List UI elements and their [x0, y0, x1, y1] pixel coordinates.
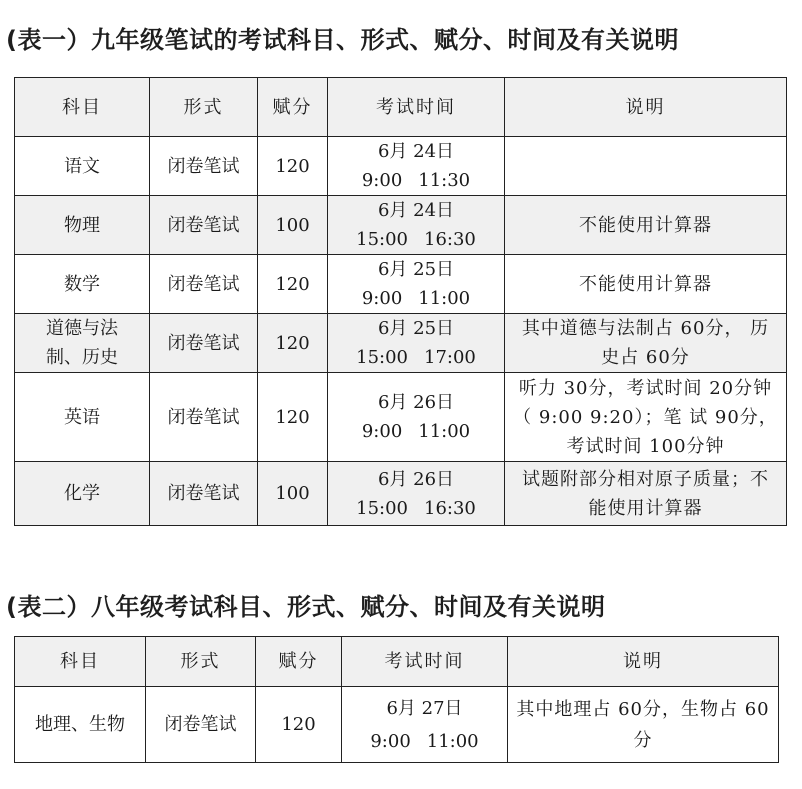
time-cell: 6月 25日 9:00 11:00 [328, 255, 505, 314]
score-cell: 120 [258, 314, 328, 373]
note-cell: 其中道德与法制占 60分， 历 史占 60分 [505, 314, 787, 373]
table2-title: (表二）八年级考试科目、形式、赋分、时间及有关说明 [6, 593, 606, 621]
table-row [15, 462, 787, 526]
form-cell: 闭卷笔试 [150, 196, 258, 255]
score-cell: 120 [258, 255, 328, 314]
subject-cell: 数学 [15, 255, 150, 314]
header-score: 赋分 [258, 78, 328, 137]
header-time: 考试时间 [342, 637, 508, 687]
table1-title: (表一）九年级笔试的考试科目、形式、赋分、时间及有关说明 [6, 26, 679, 54]
note-cell: 不能使用计算器 [505, 255, 787, 314]
table1-header-row [15, 78, 787, 137]
header-form: 形式 [150, 78, 258, 137]
form-cell: 闭卷笔试 [150, 314, 258, 373]
time-cell: 6月 25日 15:00 17:00 [328, 314, 505, 373]
header-note: 说明 [505, 78, 787, 137]
table1 [14, 77, 787, 526]
note-cell [505, 137, 787, 196]
score-cell: 100 [258, 462, 328, 526]
table-row [15, 373, 787, 462]
table-row [15, 196, 787, 255]
form-cell: 闭卷笔试 [150, 255, 258, 314]
score-cell: 100 [258, 196, 328, 255]
table-row [15, 255, 787, 314]
table-row [15, 687, 779, 763]
form-cell: 闭卷笔试 [150, 373, 258, 462]
table-row [15, 314, 787, 373]
note-cell: 不能使用计算器 [505, 196, 787, 255]
subject-cell: 物理 [15, 196, 150, 255]
header-time: 考试时间 [328, 78, 505, 137]
header-subject: 科目 [15, 637, 146, 687]
subject-cell: 道德与法 制、历史 [15, 314, 150, 373]
score-cell: 120 [258, 373, 328, 462]
form-cell: 闭卷笔试 [146, 687, 256, 763]
time-cell: 6月 24日 9:00 11:30 [328, 137, 505, 196]
header-form: 形式 [146, 637, 256, 687]
score-cell: 120 [256, 687, 342, 763]
time-cell: 6月 27日 9:00 11:00 [342, 687, 508, 763]
note-cell: 其中地理占 60分，生物占 60 分 [508, 687, 779, 763]
subject-cell: 英语 [15, 373, 150, 462]
score-cell: 120 [258, 137, 328, 196]
header-score: 赋分 [256, 637, 342, 687]
note-cell: 试题附部分相对原子质量；不 能使用计算器 [505, 462, 787, 526]
subject-cell: 化学 [15, 462, 150, 526]
form-cell: 闭卷笔试 [150, 462, 258, 526]
table2-header-row [15, 637, 779, 687]
form-cell: 闭卷笔试 [150, 137, 258, 196]
note-cell: 听力 30分，考试时间 20分钟 （ 9:00 9:20）；笔 试 90分， 考试时间 100分钟 [505, 373, 787, 462]
subject-cell: 语文 [15, 137, 150, 196]
header-subject: 科目 [15, 78, 150, 137]
time-cell: 6月 24日 15:00 16:30 [328, 196, 505, 255]
time-cell: 6月 26日 15:00 16:30 [328, 462, 505, 526]
subject-cell: 地理、生物 [15, 687, 146, 763]
table2 [14, 636, 779, 763]
header-note: 说明 [508, 637, 779, 687]
table-row [15, 137, 787, 196]
time-cell: 6月 26日 9:00 11:00 [328, 373, 505, 462]
